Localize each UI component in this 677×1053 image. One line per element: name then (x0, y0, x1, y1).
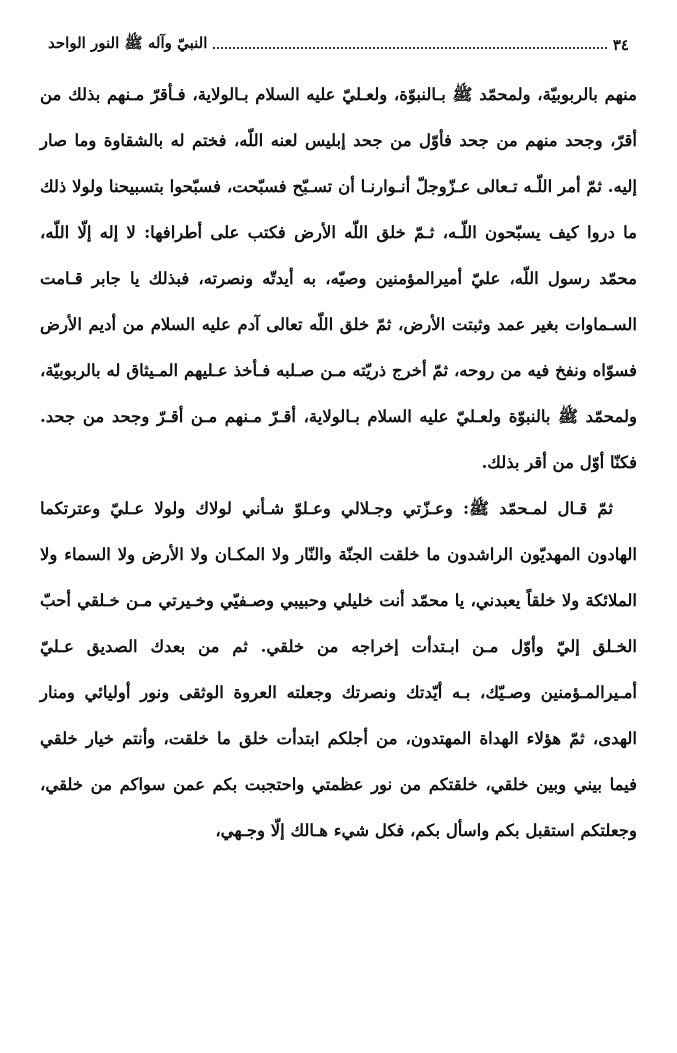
paragraph: منهم بالربوبيّة، ولمحمّد ﷺ بـالنبوّة، ولعـليّ عليه السلام بـالولاية، فـأقرّ مـنهم بذلك من أقرّ، وجحد منهم من جحد فأوّل من جحد إبليس لعنه اللّه، فختم له بالشقاوة وما صار إليه. ثمّ أمر اللّـه تـعالى عـزّوجلّ أنـوارنـا أن تسـبّح فسبّحت، فسبّحوا بتسبيحنا ولولا ذلك ما دروا كيف يسبّحون اللّـه، ثـمّ خلق اللّه الأرض فكتب على أطرافها: لا إله إلّا اللّه، محمّد رسول اللّه، عليّ أميرالمؤمنين وصيّه، به أيدتّه ونصرته، فبذلك يا جابر قـامت السـماوات بغير عمد وثبتت الأرض، ثمّ خلق اللّه تعالى آدم عليه السلام من أديم الأرض فسوّاه ونفخ فيه من روحه، ثمّ أخرج ذريّته مـن صـلبه فـأخذ عـليهم المـيثاق له بالربوبيّة، ولمحمّد ﷺ بالنبوّة ولعـليّ عليه السلام بـالولاية، أقـرّ مـنهم مـن أقـرّ وجحد من جحد. فكنّا أوّل من أقر بذلك. (40, 85, 637, 472)
body-text (40, 72, 637, 854)
running-title: النبيّ وآله ﷺ النور الواحد (48, 34, 208, 52)
paragraph: ثمّ قـال لمـحمّد ﷺ: وعـزّتي وجـلالي وعـلوّ شـأني لولاك ولولا عـليّ وعترتكما الهادون المهديّون الراشدون ما خلقت الجنّة والنّار ولا المكـان ولا الأرض ولا السماء ولا الملائكة ولا خلقاً يعبدني، يا محمّد أنت خليلي وحبيبي وصـفيّي وخـيرتي مـن خـلقي أحبّ الخـلق إليّ وأوّل مـن ابـتدأت إخراجه من خلقي. ثم من بعدك الصديق عـليّ أمـيرالمـؤمنين وصـيّك، بـه أيّدتك ونصرتك وجعلته العروة الوثقى ونور أوليائي ومنار الهدى، ثمّ هؤلاء الهداة المهتدون، من أجلكم ابتدأت خلق ما خلقت، وأنتم خيار خلقي فيما بيني وبين خلقي، خلقتكم من نور عظمتي واحتجبت بكم عمن سواكم من خلقي، وجعلتكم استقبل بكم واسأل بكم، فكل شيء هـالك إلّا وجـهي، (40, 499, 637, 840)
page-number: ٣٤ (612, 36, 629, 54)
page-header (48, 28, 629, 62)
header-dot-leader (213, 47, 606, 49)
